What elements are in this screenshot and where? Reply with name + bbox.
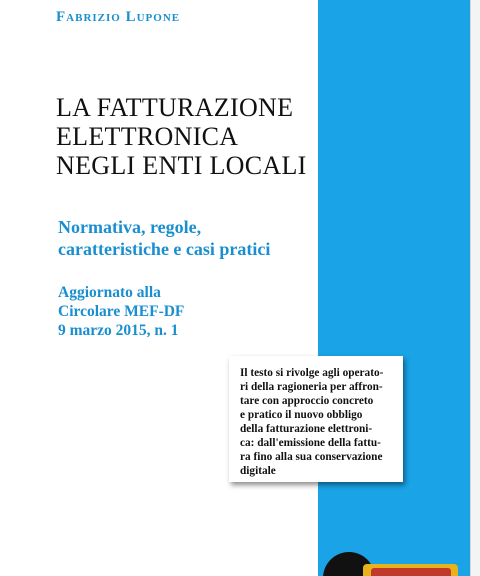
update-line: 9 marzo 2015, n. 1 [58,322,179,339]
update-line: Circolare MEF-DF [58,303,185,320]
page-edge [470,0,480,576]
description-line: Il testo si rivolge agli operato- [240,367,384,379]
title-line: NEGLI ENTI LOCALI [56,151,307,180]
description-line: della fatturazione elettroni- [240,423,373,435]
update-line: Aggiornato alla [58,284,161,301]
blue-side-band [318,0,470,576]
description-line: ri della ragioneria per affron- [240,381,383,393]
title-line: LA FATTURAZIONE [56,93,294,122]
description-line: ra fino alla sua conservazione [240,451,383,463]
subtitle-line: caratteristiche e casi pratici [58,239,271,259]
description-line: e pratico il nuovo obbligo [240,409,363,421]
author-name: Fabrizio Lupone [56,9,181,25]
subtitle-line: Normativa, regole, [58,217,202,237]
update-note [58,283,298,340]
title-line: ELETTRONICA [56,122,239,151]
description-line: digitale [240,465,276,477]
description-text [240,366,393,478]
book-title [56,93,306,180]
description-line: ca: dall'emissione della fattu- [240,437,381,449]
book-subtitle [58,216,308,260]
description-line: tare con approccio concreto [240,395,374,407]
publisher-logo-icon [321,552,469,576]
description-box [229,356,403,482]
